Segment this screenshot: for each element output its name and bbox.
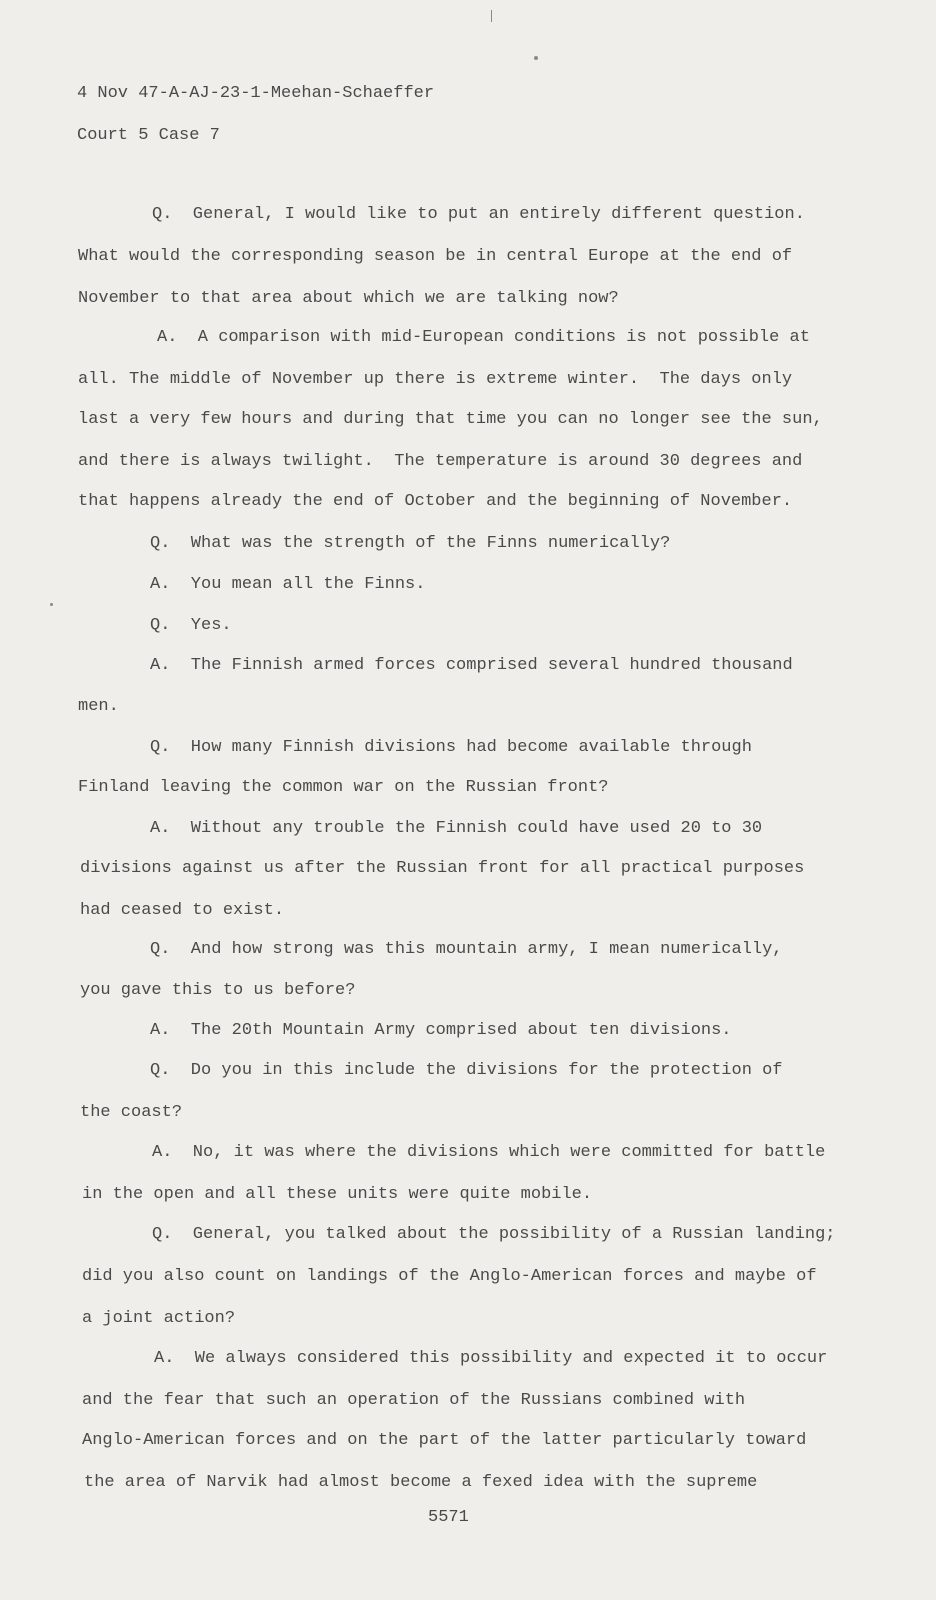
court-case: Court 5 Case 7: [77, 126, 220, 145]
text-line: Q. And how strong was this mountain army, I mean numerically,: [150, 940, 783, 959]
text-line: that happens already the end of October and the beginning of November.: [78, 492, 793, 511]
text-line: Anglo-American forces and on the part of the latter particularly toward: [82, 1431, 807, 1450]
text-line: Q. Do you in this include the divisions for the protection of: [150, 1061, 783, 1080]
text-line: A. Without any trouble the Finnish could have used 20 to 30: [150, 819, 763, 838]
paper-speck: [534, 56, 538, 60]
text-line: Q. Yes.: [150, 616, 232, 635]
document-reference: 4 Nov 47-A-AJ-23-1-Meehan-Schaeffer: [77, 84, 435, 103]
text-line: last a very few hours and during that time you can no longer see the sun,: [78, 410, 823, 429]
text-line: and there is always twilight. The temperature is around 30 degrees and: [78, 452, 803, 471]
text-line: Q. How many Finnish divisions had become available through: [150, 738, 752, 757]
text-line: Finland leaving the common war on the Russian front?: [78, 778, 609, 797]
text-line: Q. General, I would like to put an entirely different question.: [152, 205, 805, 224]
text-line: the coast?: [80, 1103, 183, 1122]
text-line: A. A comparison with mid-European conditions is not possible at: [157, 328, 810, 347]
text-line: What would the corresponding season be in central Europe at the end of: [78, 247, 793, 266]
text-line: Q. General, you talked about the possibility of a Russian landing;: [152, 1225, 836, 1244]
paper-speck: [50, 603, 53, 606]
text-line: A. You mean all the Finns.: [150, 575, 426, 594]
text-line: A. We always considered this possibility and expected it to occur: [154, 1349, 828, 1368]
text-line: A. The 20th Mountain Army comprised about ten divisions.: [150, 1021, 732, 1040]
text-line: Q. What was the strength of the Finns numerically?: [150, 534, 671, 553]
text-line: all. The middle of November up there is extreme winter. The days only: [78, 370, 793, 389]
text-line: a joint action?: [82, 1309, 236, 1328]
text-line: you gave this to us before?: [80, 981, 356, 1000]
text-line: A. The Finnish armed forces comprised several hundred thousand: [150, 656, 793, 675]
text-line: November to that area about which we are talking now?: [78, 289, 619, 308]
text-line: A. No, it was where the divisions which were committed for battle: [152, 1143, 826, 1162]
text-line: men.: [78, 697, 119, 716]
text-line: had ceased to exist.: [80, 901, 285, 920]
page-number: 5571: [428, 1508, 469, 1527]
paper-speck: [491, 10, 492, 22]
text-line: the area of Narvik had almost become a fexed idea with the supreme: [84, 1473, 758, 1492]
text-line: divisions against us after the Russian front for all practical purposes: [80, 859, 805, 878]
text-line: in the open and all these units were quite mobile.: [82, 1185, 593, 1204]
text-line: did you also count on landings of the Anglo-American forces and maybe of: [82, 1267, 817, 1286]
text-line: and the fear that such an operation of the Russians combined with: [82, 1391, 746, 1410]
